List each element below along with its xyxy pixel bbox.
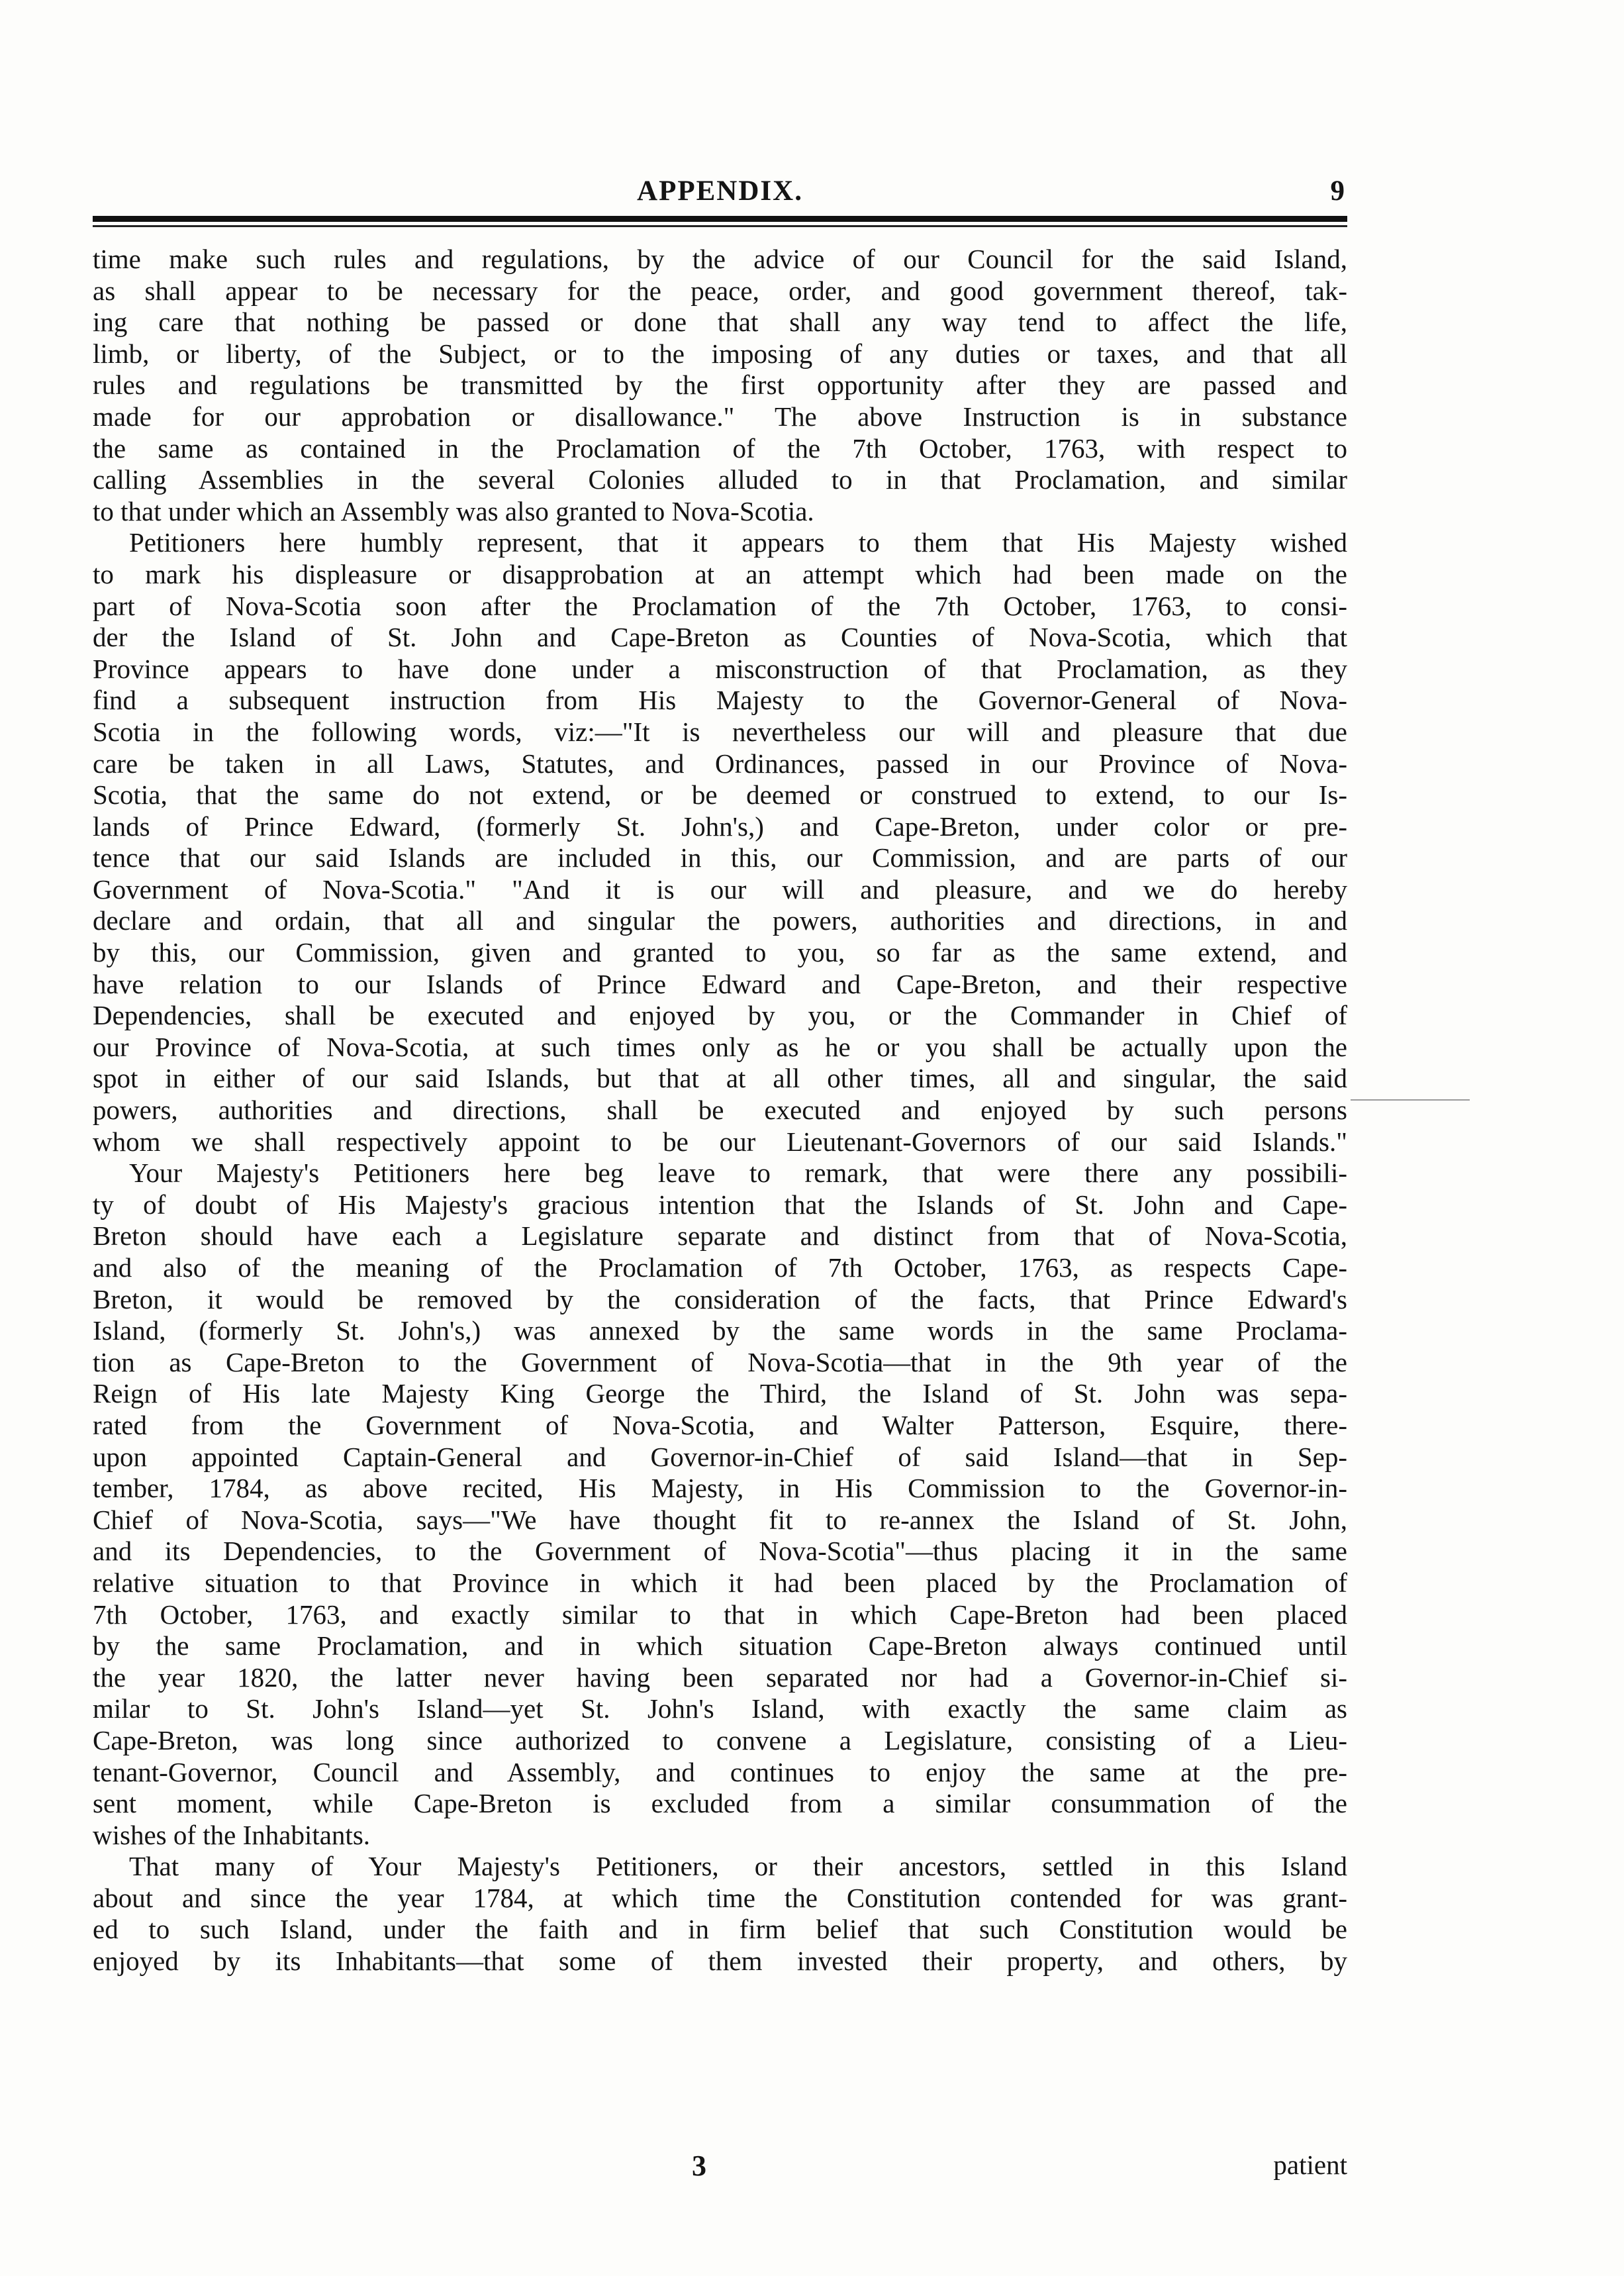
text-line: to mark his displeasure or disapprobation at an attempt which had been made on the — [93, 558, 1347, 589]
text-line: Government of Nova-Scotia." "And it is our will and pleasure, and we do hereby — [93, 873, 1347, 905]
text-line: ty of doubt of His Majesty's gracious intention that the Islands of St. John and Cape- — [93, 1189, 1347, 1220]
body-text — [93, 244, 1347, 1977]
catchword: patient — [1273, 2150, 1347, 2180]
text-line: tion as Cape-Breton to the Government of Nova-Scotia—that in the 9th year of the — [93, 1346, 1347, 1377]
header-rule-thin — [93, 225, 1347, 227]
text-line: have relation to our Islands of Prince Edward and Cape-Breton, and their respective — [93, 968, 1347, 999]
text-line: 7th October, 1763, and exactly similar to that in which Cape-Breton had been placed — [93, 1599, 1347, 1630]
text-line: Scotia, that the same do not extend, or be deemed or construed to extend, to our Is- — [93, 779, 1347, 811]
signature-mark: 3 — [692, 2150, 706, 2182]
text-line: wishes of the Inhabitants. — [93, 1819, 371, 1850]
text-line: enjoyed by its Inhabitants—that some of them invested their property, and others, by — [93, 1946, 1347, 1977]
text-line: Breton, it would be removed by the consideration of the facts, that Prince Edward's — [93, 1283, 1347, 1314]
text-line: the same as contained in the Proclamation of the 7th October, 1763, with respect to — [93, 432, 1347, 464]
text-line: spot in either of our said Islands, but that at all other times, all and singular, the said — [93, 1063, 1347, 1094]
text-line: upon appointed Captain-General and Governor-in-Chief of said Island—that in Sep- — [93, 1441, 1347, 1472]
text-line: Cape-Breton, was long since authorized to convene a Legislature, consisting of a Lieu- — [93, 1724, 1347, 1756]
text-line: care be taken in all Laws, Statutes, and Ordinances, passed in our Province of Nova- — [93, 748, 1347, 779]
page-footer — [93, 2149, 1347, 2182]
page-number: 9 — [1330, 175, 1345, 207]
text-line: Reign of His late Majesty King George the Third, the Island of St. John was sepa- — [93, 1378, 1347, 1409]
text-line: limb, or liberty, of the Subject, or to the imposing of any duties or taxes, and that all — [93, 338, 1347, 369]
text-line: rules and regulations be transmitted by the first opportunity after they are passed and — [93, 370, 1347, 401]
text-line: rated from the Government of Nova-Scotia, and Walter Patterson, Esquire, there- — [93, 1409, 1347, 1440]
text-line: powers, authorities and directions, shall be executed and enjoyed by such persons — [93, 1095, 1347, 1126]
text-line: by the same Proclamation, and in which situation Cape-Breton always continued until — [93, 1630, 1347, 1661]
text-line: der the Island of St. John and Cape-Breton as Counties of Nova-Scotia, which that — [93, 622, 1347, 653]
text-line: Chief of Nova-Scotia, says—"We have thought fit to re-annex the Island of St. John, — [93, 1504, 1347, 1535]
text-line: the year 1820, the latter never having been separated nor had a Governor-in-Chief si- — [93, 1661, 1347, 1693]
text-line: whom we shall respectively appoint to be our Lieutenant-Governors of our said Islands." — [93, 1126, 1347, 1157]
text-line: as shall appear to be necessary for the peace, order, and good government thereof, tak- — [93, 275, 1347, 306]
paragraph-start-line: Petitioners here humbly represent, that it appears to them that His Majesty wished — [129, 527, 1347, 558]
page-header — [93, 171, 1347, 217]
text-line: tence that our said Islands are included in this, our Commission, and are parts of our — [93, 842, 1347, 873]
text-line: about and since the year 1784, at which time the Constitution contended for was grant- — [93, 1882, 1347, 1913]
text-line: made for our approbation or disallowance." The above Instruction is in substance — [93, 401, 1347, 432]
text-line: Province appears to have done under a misconstruction of that Proclamation, as they — [93, 653, 1347, 684]
text-line: tember, 1784, as above recited, His Majesty, in His Commission to the Governor-in- — [93, 1473, 1347, 1504]
text-line: relative situation to that Province in which it had been placed by the Proclamation of — [93, 1567, 1347, 1598]
text-line: our Province of Nova-Scotia, at such times only as he or you shall be actually upon the — [93, 1031, 1347, 1062]
text-line: Dependencies, shall be executed and enjoyed by you, or the Commander in Chief of — [93, 1000, 1347, 1031]
text-line: by this, our Commission, given and granted to you, so far as the same extend, and — [93, 937, 1347, 968]
text-line: ing care that nothing be passed or done that shall any way tend to affect the life, — [93, 307, 1347, 338]
running-head: APPENDIX. — [637, 175, 803, 207]
paragraph-start-line: That many of Your Majesty's Petitioners, or their ancestors, settled in this Island — [129, 1851, 1347, 1882]
text-line: milar to St. John's Island—yet St. John's Island, with exactly the same claim as — [93, 1693, 1347, 1724]
text-line: part of Nova-Scotia soon after the Proclamation of the 7th October, 1763, to consi- — [93, 590, 1347, 621]
text-line: Scotia in the following words, viz:—"It is nevertheless our will and pleasure that due — [93, 716, 1347, 747]
paragraph-start-line: Your Majesty's Petitioners here beg leave to remark, that were there any possibili- — [129, 1158, 1347, 1189]
text-line: time make such rules and regulations, by the advice of our Council for the said Island, — [93, 244, 1347, 274]
text-line: declare and ordain, that all and singular the powers, authorities and directions, in and — [93, 905, 1347, 936]
text-line: Breton should have each a Legislature separate and distinct from that of Nova-Scotia, — [93, 1220, 1347, 1252]
text-line: ed to such Island, under the faith and in firm belief that such Constitution would be — [93, 1914, 1347, 1945]
text-line: and its Dependencies, to the Government of Nova-Scotia"—thus placing it in the same — [93, 1536, 1347, 1567]
text-line: and also of the meaning of the Proclamation of 7th October, 1763, as respects Cape- — [93, 1252, 1347, 1283]
text-line: sent moment, while Cape-Breton is excluded from a similar consummation of the — [93, 1788, 1347, 1819]
text-line: calling Assemblies in the several Colonies alluded to in that Proclamation, and similar — [93, 464, 1347, 495]
text-line: to that under which an Assembly was also granted to Nova-Scotia. — [93, 495, 814, 526]
text-line: tenant-Governor, Council and Assembly, and continues to enjoy the same at the pre- — [93, 1756, 1347, 1787]
margin-pencil-mark — [1351, 1099, 1470, 1101]
text-line: Island, (formerly St. John's,) was annexed by the same words in the same Proclama- — [93, 1315, 1347, 1346]
header-rule-thick — [93, 216, 1347, 222]
text-line: find a subsequent instruction from His Majesty to the Governor-General of Nova- — [93, 685, 1347, 716]
text-line: lands of Prince Edward, (formerly St. John's,) and Cape-Breton, under color or pre- — [93, 811, 1347, 842]
